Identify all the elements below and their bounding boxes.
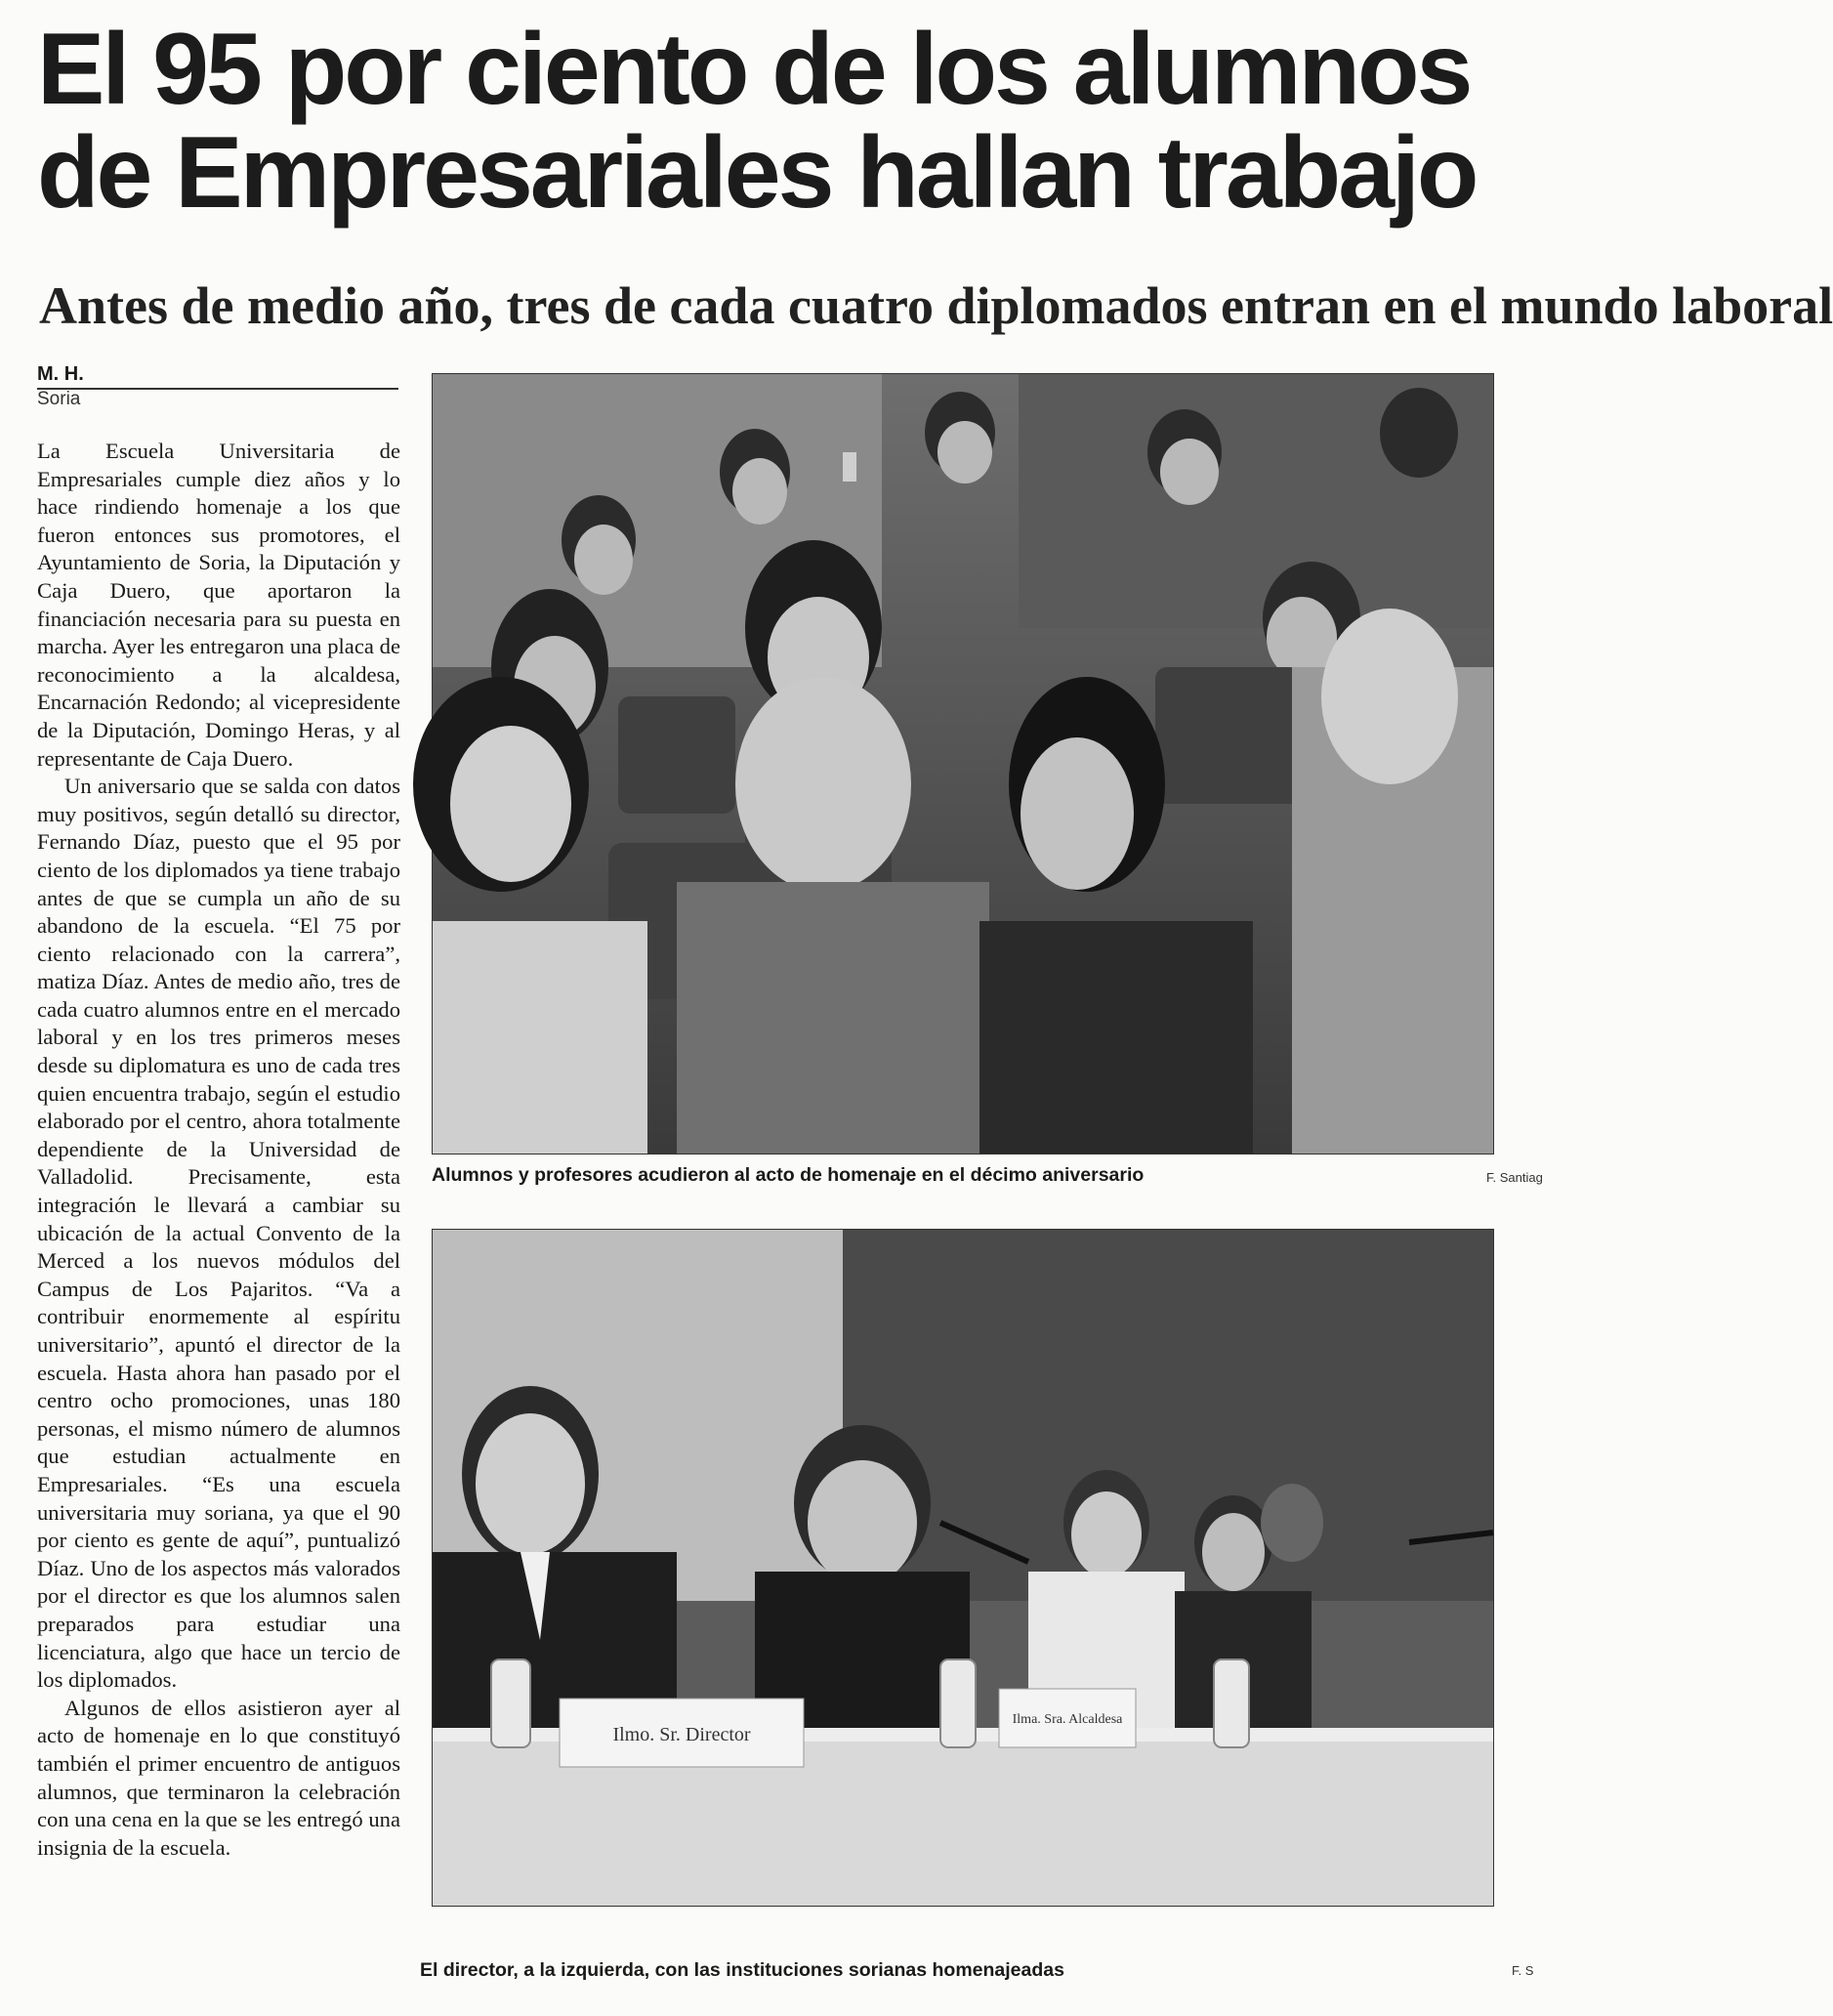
panel-photo-caption: El director, a la izquierda, con las instituciones sorianas homenajeadas [420, 1959, 1064, 1981]
audience-photo-credit: F. Santiag [1486, 1170, 1543, 1185]
audience-photo [432, 373, 1494, 1155]
director-placard: Ilmo. Sr. Director [612, 1724, 751, 1745]
mayor-placard: Ilma. Sra. Alcaldesa [1012, 1712, 1123, 1727]
panel-photo-image [433, 1230, 1493, 1906]
panel-photo-credit: F. S [1512, 1963, 1534, 1978]
byline-location: Soria [37, 389, 81, 409]
subheadline: Antes de medio año, tres de cada cuatro diplomados entran en el mundo laboral [39, 276, 1833, 335]
panel-photo [432, 1229, 1494, 1907]
article-paragraph: Un aniversario que se salda con datos muy positivos, según detalló su director, Fernando Díaz, puesto que el 95 por ciento de los diplomados ya tiene trabajo antes de que se cumpla un año de su abandono de la escuela. “El 75 por ciento relacionado con la carrera”, matiza Díaz. Antes de medio año, tres de cada cuatro alumnos entre en el mercado laboral y en los tres primeros meses desde su diplomatura es uno de cada tres quien encuentra trabajo, según el estudio elaborado por el centro, ahora totalmente dependiente de la Universidad de Valladolid. Precisamente, esta integración le llevará a cambiar su ubicación de la actual Convento de la Merced a los nuevos módulos del Campus de Los Pajaritos. “Va a contribuir enormemente al espíritu universitario”, apuntó el director de la escuela. Hasta ahora han pasado por el centro ocho promociones, unas 180 personas, el mismo número de alumnos que estudian actualmente en Empresariales. “Es una escuela universitaria muy soriana, ya que el 90 por ciento es gente de aquí”, puntualizó Díaz. Uno de los aspectos más valorados por el director es que los alumnos salen preparados para estudiar una licenciatura, algo que hace un tercio de los diplomados. [37, 774, 400, 1693]
headline-line-2: de Empresariales hallan trabajo [37, 116, 1477, 230]
article-body [37, 438, 400, 1991]
headline-line-1: El 95 por ciento de los alumnos [37, 13, 1471, 126]
audience-photo-image [433, 374, 1493, 1154]
article-paragraph: Algunos de ellos asistieron ayer al acto de homenaje en lo que constituyó también el primer encuentro de antiguos alumnos, que terminaron la celebración con una cena en la que se les entregó una insignia de la escuela. [37, 1695, 401, 1860]
article-paragraph: La Escuela Universitaria de Empresariales cumple diez años y lo hace rindiendo homenaje a los que fueron entonces sus promotores, el Ayuntamiento de Soria, la Diputación y Caja Duero, que aportaron la financiación necesaria para su puesta en marcha. Ayer les entregaron una placa de reconocimiento a la alcaldesa, Encarnación Redondo; al vicepresidente de la Diputación, Domingo Heras, y al representante de Caja Duero. [37, 439, 400, 771]
byline-author: M. H. [37, 363, 398, 390]
audience-photo-caption: Alumnos y profesores acudieron al acto de homenaje en el décimo aniversario [432, 1164, 1145, 1186]
headline [37, 13, 1531, 230]
